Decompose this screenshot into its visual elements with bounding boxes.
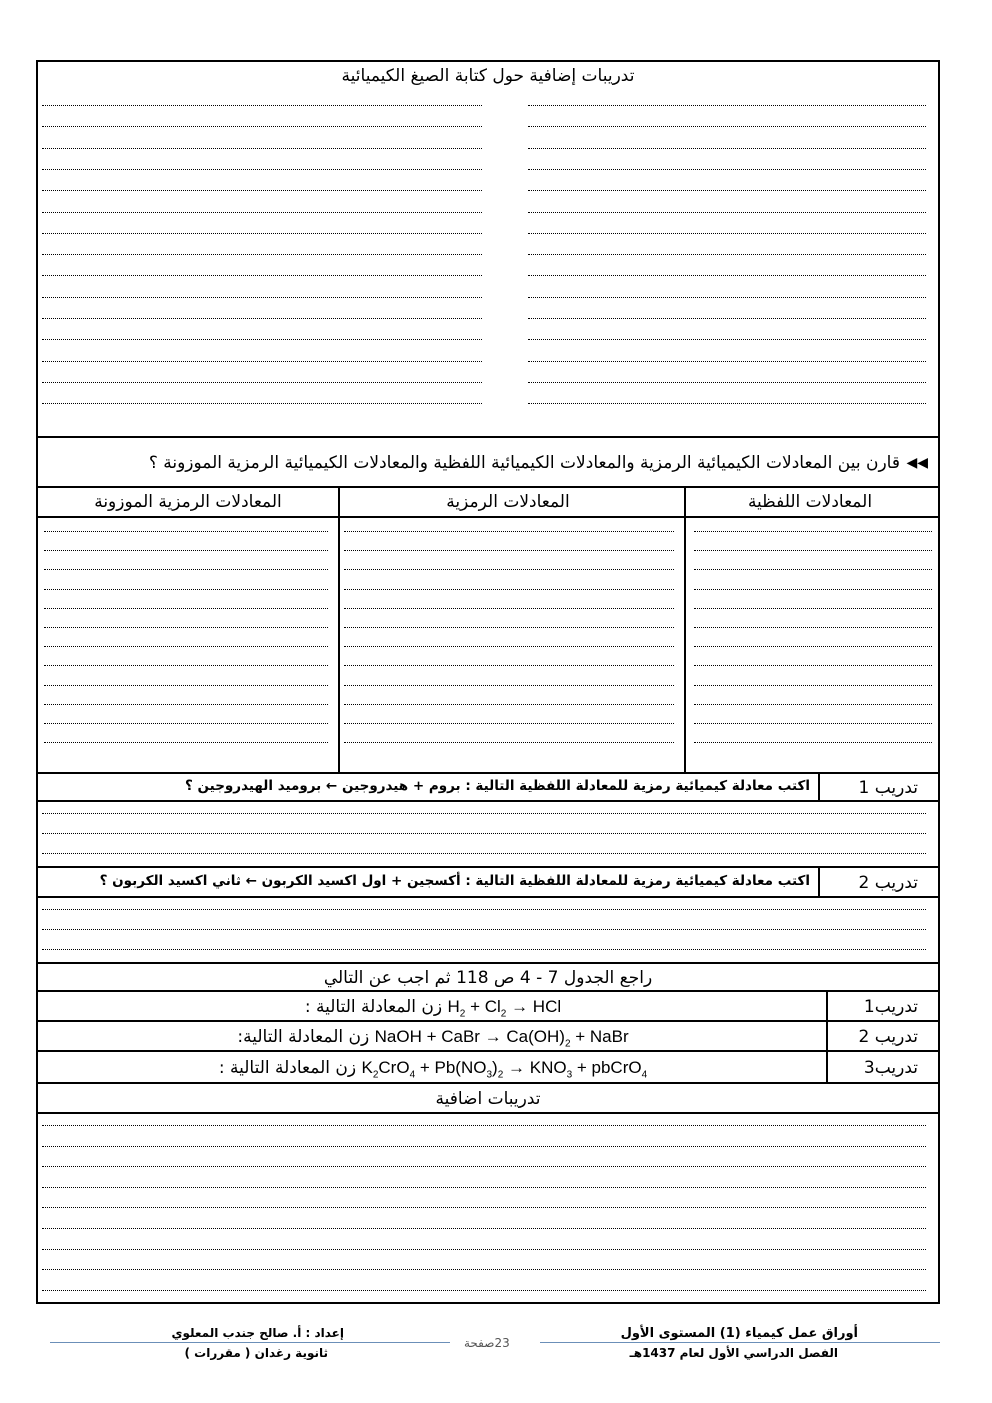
balance-label-3: تدريب3 [863,1058,918,1078]
balance-equation-cell-2 [38,1026,828,1055]
answer-dotted-line [42,1289,926,1291]
balance-prefix-2: زن المعادلة التالية: [237,1027,370,1047]
compare-header-row [38,488,938,518]
balance-equation-cell-3 [38,1057,828,1086]
col-balanced-header: المعادلات الرمزية الموزونة [94,492,282,512]
compare-prompt: قارن بين المعادلات الكيميائية الرمزية والمعادلات الكيميائية اللفظية والمعادلات الكيميائية الرمزية الموزونة ؟ [148,453,900,473]
answer-dotted-line [42,1227,926,1229]
balance-label-1: تدريب1 [863,997,918,1017]
extra-title-row [38,1084,938,1114]
answer-dotted-line [42,1248,926,1250]
footer-author: إعداد : أ. صالح جندب المعلوي [171,1326,344,1340]
answer-dotted-line [42,1145,926,1147]
footer-page-number: 23صفحة [464,1336,510,1350]
section1-title: تدريبات إضافية حول كتابة الصيغ الكيميائية [341,66,635,86]
drill1-text: اكتب معادلة كيميائية رمزية للمعادلة اللفظية التالية : بروم + هيدروجين ← بروميد الهيدروجين ؟ [185,778,810,794]
drill2-label: تدريب 2 [858,873,918,893]
col-word-header: المعادلات اللفظية [747,492,873,512]
drill2-text: اكتب معادلة كيميائية رمزية للمعادلة اللفظية التالية : أكسجين + اول اكسيد الكربون ← ثاني اكسيد الكربون ؟ [99,873,810,889]
footer-divider-right [540,1342,940,1343]
balance-row-3 [38,1052,938,1084]
answer-dotted-line [42,1186,926,1188]
col-symbol-header: المعادلات الرمزية [446,492,570,512]
balance-equation-cell-1 [38,996,828,1025]
answer-dotted-line [42,1268,926,1270]
drill1-row [38,774,938,802]
compare-prompt-row [38,438,938,488]
balance-equation-1: $H_2 + Cl_2$ → HCl [447,997,562,1020]
balance-prefix-3: زن المعادلة التالية : [218,1058,357,1078]
answer-dotted-line [42,1206,926,1208]
double-left-arrow-icon: ◀◀ [906,455,928,471]
drill1-label: تدريب 1 [858,778,918,798]
extra-title: تدريبات اضافية [435,1089,541,1109]
balance-prefix-1: زن المعادلة التالية : [304,997,443,1017]
answer-dotted-line [42,1124,926,1126]
footer-school: ثانوية رغدان ( مقررات ) [184,1346,328,1360]
compare-body [38,518,938,774]
balance-row-1 [38,992,938,1022]
footer-term: الفصل الدراسي الأول لعام 1437هـ [629,1346,838,1360]
answer-dotted-line [42,1165,926,1167]
balance-row-2 [38,1022,938,1052]
balance-equation-2: NaOH + CaBr → $Ca(OH)_2$ + NaBr [374,1027,629,1050]
balance-label-2: تدريب 2 [858,1027,918,1047]
section1-box [38,62,938,438]
footer-divider-left [50,1342,450,1343]
balance-header-row [38,964,938,992]
balance-header: راجع الجدول 7 - 4 ص 118 ثم اجب عن التالي [323,968,653,988]
drill2-answer-box [38,898,938,964]
balance-equation-3: $K_2CrO_4 + Pb(NO_3)_2 \to KNO_3$ + pbCrO$_4$ [361,1058,648,1081]
drill1-answer-box [38,802,938,868]
extra-answer-lines [38,1114,938,1302]
worksheet-frame [36,60,940,1304]
footer-course: أوراق عمل كيمياء (1) المستوى الأول [620,1326,858,1341]
drill2-row [38,868,938,898]
